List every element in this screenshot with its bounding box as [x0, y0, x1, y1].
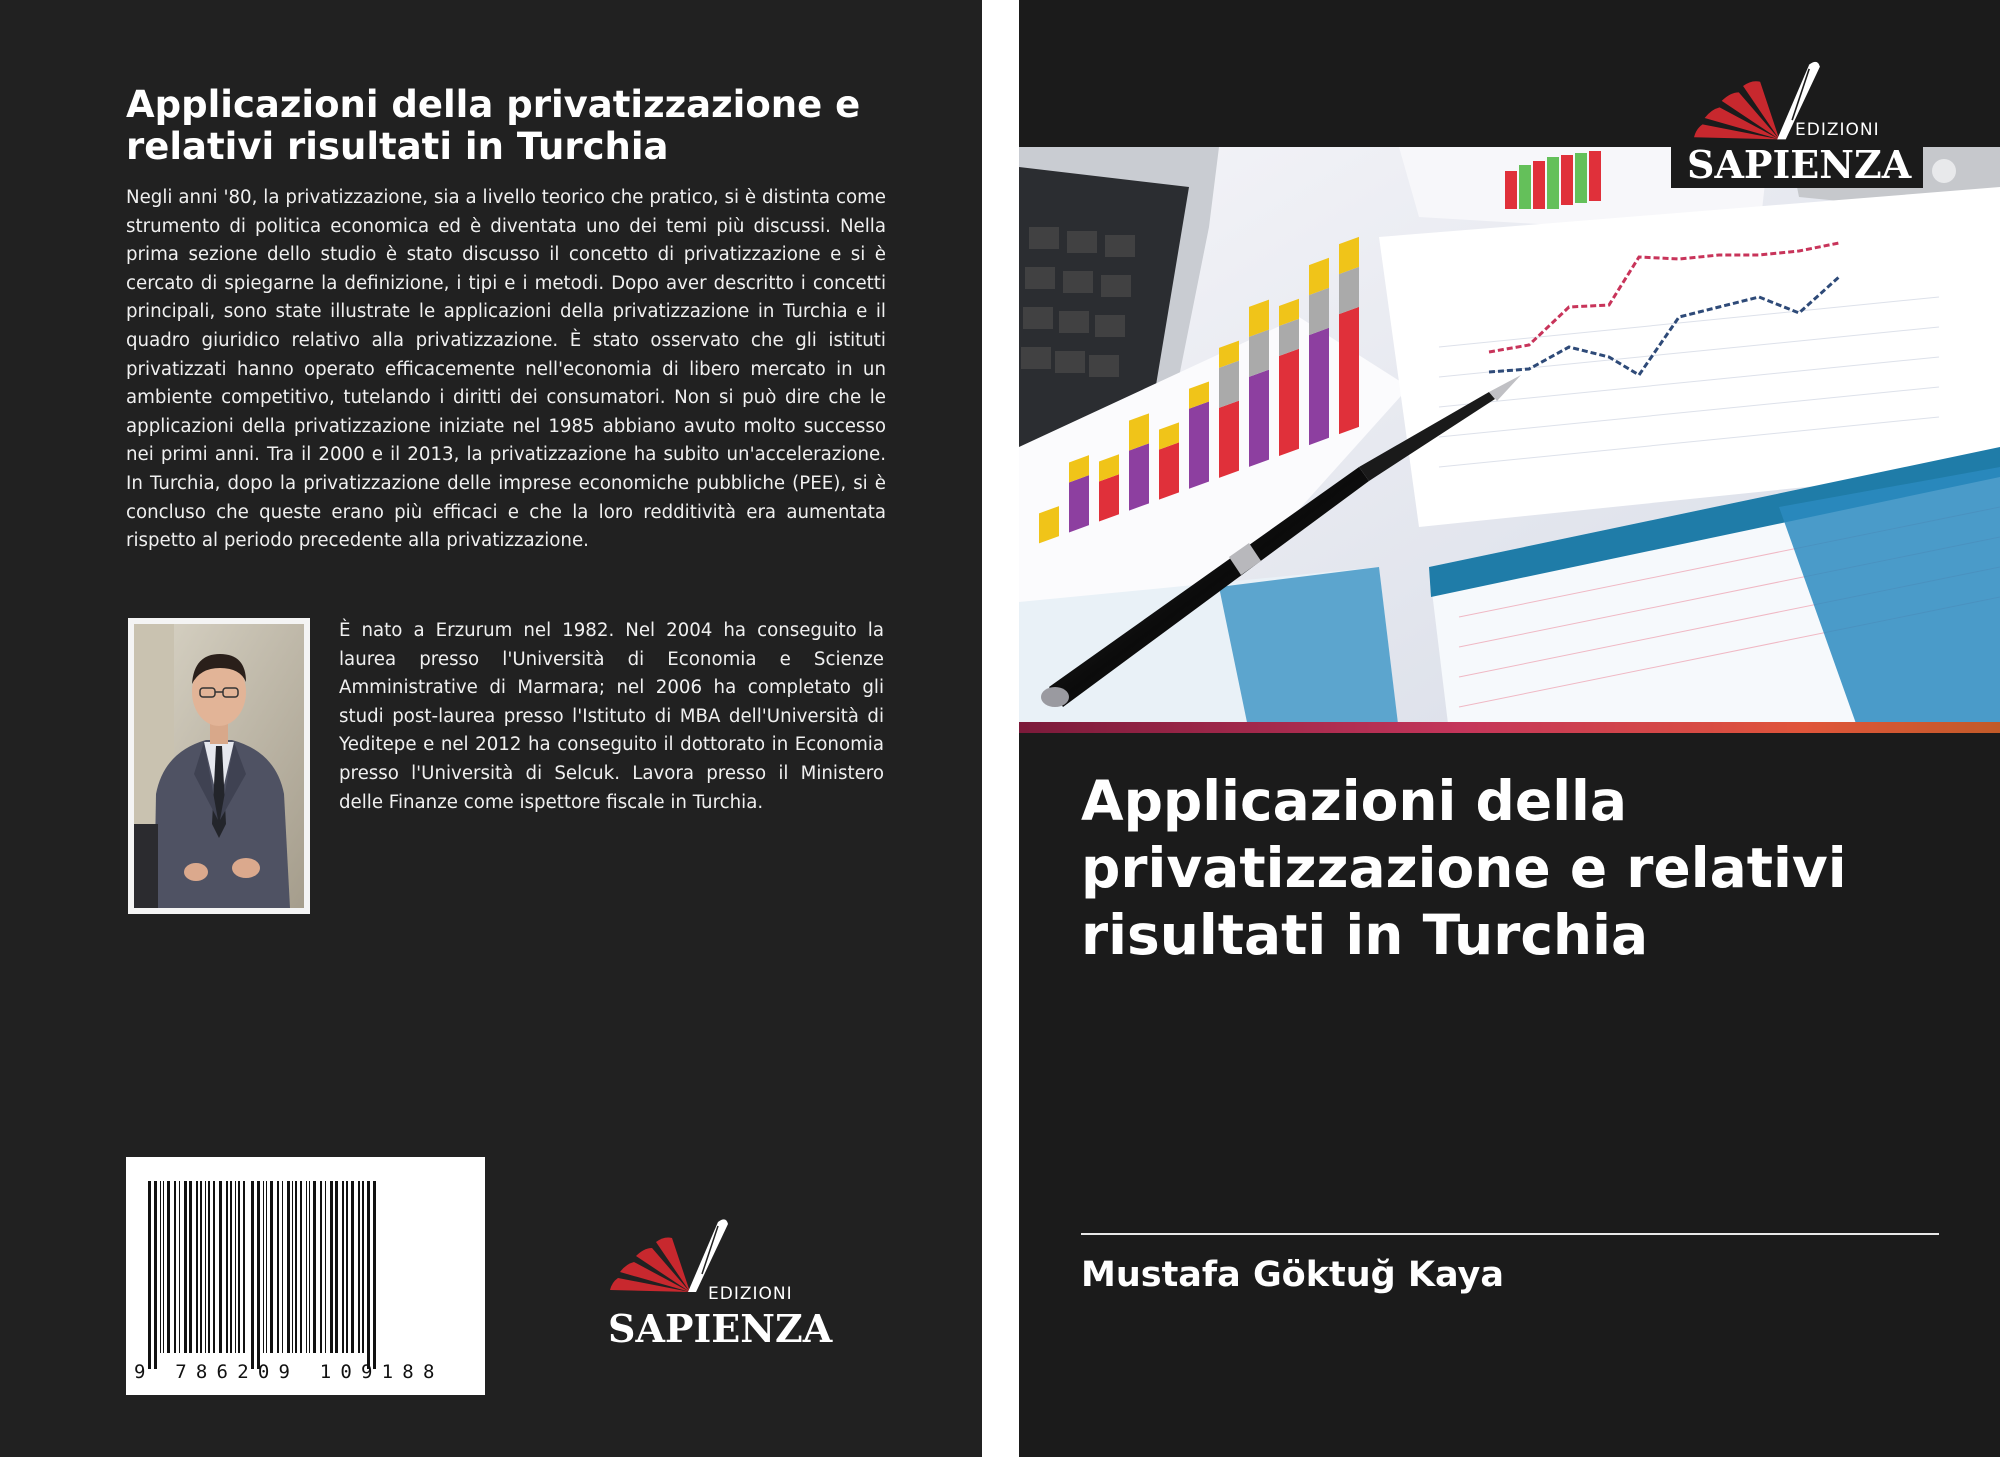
isbn-number: 9 786209 109188 — [134, 1361, 444, 1383]
back-cover — [0, 0, 982, 1457]
barcode-bar — [330, 1181, 333, 1353]
barcode-bar — [148, 1181, 151, 1369]
barcode-bar — [351, 1181, 354, 1353]
barcode-bar — [292, 1181, 293, 1353]
barcode-bar — [306, 1181, 307, 1353]
barcode-bar — [287, 1181, 290, 1353]
barcode-bar — [362, 1181, 364, 1353]
barcode-bar — [251, 1181, 254, 1369]
isbn-barcode — [126, 1157, 485, 1395]
barcode-bar — [320, 1181, 322, 1353]
barcode-bar — [189, 1181, 192, 1353]
barcode-bar — [266, 1181, 267, 1353]
book-description: Negli anni '80, la privatizzazione, sia a livello teorico che pratico, si è distinta come strumento di politica economica ed è diventata uno dei temi più discussi. Nella prima sezione dello studio è stato discusso il concetto di privatizzazione e si è cercato di spiegarne la definizione, i tipi e i metodi. Dopo aver descritto i concetti principali, sono state illustrate le applicazioni della privatizzazione in Turchia e il quadro giuridico relativo alla privatizzazione. È stato osservato che gli istituti privatizzati hanno operato efficacemente nell'economia di libero mercato in un ambiente competitivo, tutelando i diritti dei consumatori. Non si può dire che le applicazioni della privatizzazione iniziate nel 1985 abbiano avuto molto successo nei primi anni. Tra il 2000 e il 2013, la privatizzazione ha subito un'accelerazione. In Turchia, dopo la privatizzazione delle imprese economiche pubbliche (PEE), si è concluso che queste erano più efficaci e che la loro redditività era aumentata rispetto al periodo precedente alla privatizzazione. — [126, 187, 886, 552]
barcode-bar — [325, 1181, 326, 1353]
barcode-bar — [282, 1181, 283, 1353]
barcode-bar — [277, 1181, 279, 1353]
barcode-bar — [235, 1181, 236, 1353]
publisher-edizioni-label: EDIZIONI — [1795, 120, 1880, 140]
barcode-bar — [200, 1181, 202, 1353]
barcode-bar — [167, 1181, 170, 1353]
barcode-bar — [184, 1181, 187, 1353]
barcode-bar — [358, 1181, 360, 1353]
publisher-edizioni-label: EDIZIONI — [708, 1284, 793, 1304]
barcode-bar — [243, 1181, 245, 1353]
cover-photo — [1019, 147, 2000, 732]
barcode-bar — [154, 1181, 157, 1369]
barcode-bar — [174, 1181, 176, 1353]
publisher-name: SAPIENZA — [1687, 142, 1912, 187]
back-cover-title: Applicazioni della privatizzazione e relativi risultati in Turchia — [126, 83, 861, 168]
front-cover — [1019, 0, 2000, 1457]
barcode-bar — [335, 1181, 338, 1353]
barcode-bar — [238, 1181, 240, 1353]
publisher-logo-front — [1671, 52, 1923, 188]
barcode-bar — [213, 1181, 215, 1353]
author-name: Mustafa Göktuğ Kaya — [1081, 1255, 1504, 1295]
barcode-bar — [160, 1181, 161, 1353]
barcode-bar — [309, 1181, 310, 1353]
barcode-bar — [270, 1181, 273, 1353]
author-photo — [128, 618, 310, 914]
barcode-bar — [219, 1181, 222, 1353]
barcode-bar — [196, 1181, 198, 1353]
barcode-bar — [367, 1181, 370, 1369]
barcode-bar — [313, 1181, 316, 1353]
barcode-bar — [230, 1181, 232, 1353]
cover-accent-band — [1019, 722, 2000, 733]
book-title: Applicazioni della privatizzazione e relativi risultati in Turchia — [1081, 769, 1847, 967]
barcode-bar — [163, 1181, 164, 1353]
title-divider — [1081, 1233, 1939, 1235]
publisher-logo-back — [600, 1212, 833, 1351]
barcode-bar — [179, 1181, 180, 1353]
barcode-bar — [226, 1181, 228, 1353]
publisher-name: SAPIENZA — [608, 1306, 833, 1351]
barcode-bar — [208, 1181, 210, 1353]
barcode-bar — [205, 1181, 206, 1353]
barcode-bar — [300, 1181, 302, 1353]
barcode-bar — [346, 1181, 348, 1353]
barcode-bar — [257, 1181, 260, 1369]
author-biography: È nato a Erzurum nel 1982. Nel 2004 ha conseguito la laurea presso l'Università di Economia e Scienze Amministrative di Marmara; nel 2006 ha completato gli studi post-laurea presso l'Istituto di MBA dell'Università di Yeditepe e nel 2012 ha conseguito il dottorato in Economia presso l'Università di Selcuk. Lavora presso il Ministero delle Finanze come ispettore fiscale in Turchia. — [339, 620, 884, 813]
barcode-bar — [342, 1181, 344, 1353]
barcode-bar — [295, 1181, 297, 1353]
barcode-bar — [263, 1181, 264, 1353]
barcode-bar — [373, 1181, 376, 1369]
